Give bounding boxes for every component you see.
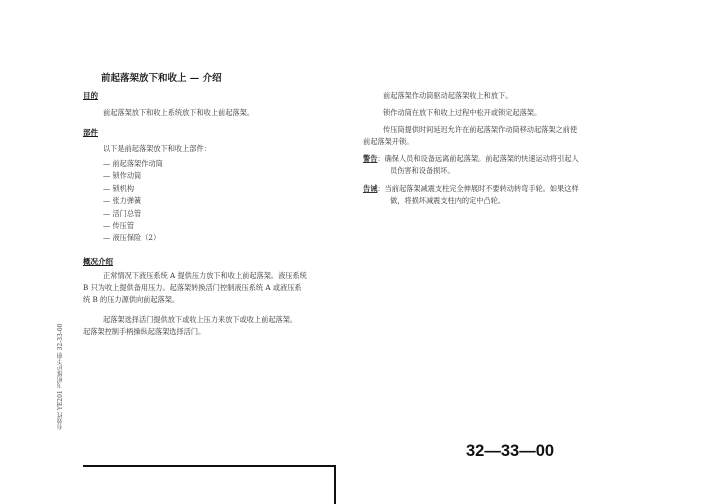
parts-intro: 以下是前起落架放下和收上部件： <box>103 144 211 153</box>
document-code: 32—33—00 <box>466 442 555 460</box>
warning-block <box>363 153 579 177</box>
warning-label: 警告 <box>363 154 378 163</box>
caution-block <box>363 183 579 207</box>
actuator-paragraph: 前起落架作动筒驱动起落架收上和放下。 <box>383 91 513 100</box>
overview-paragraph-1 <box>83 270 307 306</box>
list-item: — 前起落架作动筒 <box>103 159 163 168</box>
warning-text-cont: 员伤害和设备损坏。 <box>390 166 455 175</box>
lock-actuator-paragraph: 锁作动筒在放下和收上过程中松开或锁定起落架。 <box>383 108 542 117</box>
list-item: — 液压保险（2） <box>103 233 161 243</box>
list-item: — 传压管 <box>103 221 135 231</box>
bottom-rule <box>83 465 336 467</box>
bottom-vertical-rule <box>334 465 336 504</box>
caution-text-cont: 做，将损坏减震支柱内的定中凸轮。 <box>390 196 506 205</box>
overview-heading: 概况介绍 <box>83 257 113 266</box>
purpose-heading: 目的 <box>83 91 98 100</box>
paragraph-line: 统 B 的压力源供向前起落架。 <box>83 295 180 304</box>
page-title: 前起落架放下和收上 — 介绍 <box>101 73 222 84</box>
paragraph-line: 起落架控制手柄操纵起落架选择活门。 <box>83 327 206 336</box>
warning-text: ：确保人员和设备远离前起落架。前起落架的快速运动将引起人 <box>377 154 579 163</box>
overview-paragraph-2 <box>83 314 297 338</box>
list-item: — 锁机构 <box>103 183 135 193</box>
list-item: — 锁作动筒 <box>103 171 142 181</box>
paragraph-line: 起落架选择活门提供放下或收上压力来放下或收上前起落架。 <box>103 315 298 324</box>
paragraph-line: 正常情况下液压系统 A 提供压力放下和收上前起落架。液压系统 <box>103 271 307 280</box>
paragraph-line: 前起落架开锁。 <box>363 137 414 146</box>
list-item: — 活门总管 <box>103 208 142 218</box>
parts-list <box>103 158 163 245</box>
caution-label: 告诫 <box>363 184 378 193</box>
paragraph-line: B 只为收上提供备用压力。起落架转换活门控制液压系统 A 或液压系 <box>83 283 302 292</box>
purpose-text: 前起落架放下和收上系统放下和收上前起落架。 <box>103 108 254 117</box>
margin-effectivity-text: 有效性 YE201 飞机维护手册 32-33-00 <box>57 323 64 430</box>
paragraph-line: 传压筒提供时间延迟允许在前起落架作动筒移动起落架之前使 <box>383 125 578 134</box>
caution-text: ：当前起落架减震支柱完全伸展时不要转动转弯手轮。如果这样 <box>377 184 579 193</box>
list-item: — 张力弹簧 <box>103 196 142 206</box>
transfer-cylinder-paragraph <box>363 124 577 148</box>
parts-heading: 部件 <box>83 128 98 137</box>
